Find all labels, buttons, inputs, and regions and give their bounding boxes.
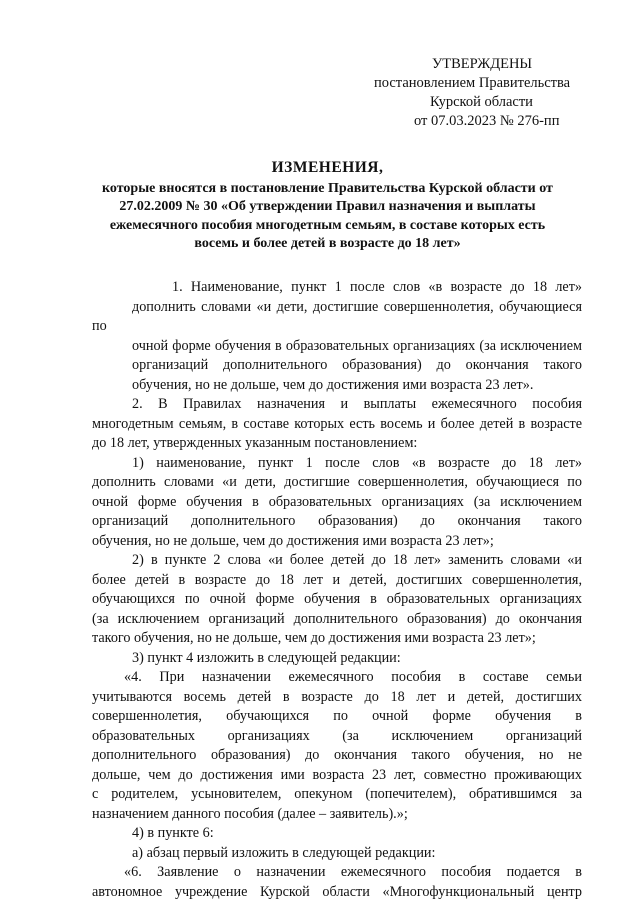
text-line: очной форме обучения в образовательных организациях (за исключением [132,337,582,354]
text-line: учитываются восемь детей в возрасте до 18 лет и детей, достигших [92,688,582,705]
text-line: организаций дополнительного образования) до окончания такого [132,357,582,373]
text-line: до 18 лет, утвержденных указанным постановлением: [92,435,418,451]
text-line: совершеннолетия, обучающихся по очной форме обучения в [92,708,582,724]
paragraph-quote-6 [92,863,582,902]
paragraph-2-4 [92,824,582,844]
approval-line-1: УТВЕРЖДЕНЫ [432,56,533,72]
text-line: «6. Заявление о назначении ежемесячного пособия подается в [124,864,582,880]
text-line: обучения, но не дольше, чем до достижения ими возраста 23 лет». [132,376,534,393]
text-line: дополнить словами «и дети, достигшие совершеннолетия, обучающиеся по [92,298,582,334]
document-title [80,159,575,254]
text-line: организаций дополнительного образования) до окончания такого [92,513,582,529]
text-line: такого обучения, но не дольше, чем до достижения ими возраста 23 лет»; [92,630,536,646]
text-line: 4) в пункте 6: [132,825,214,841]
text-line: назначением данного пособия (далее – заявитель).»; [92,805,408,822]
paragraph-2-1 [92,454,582,552]
text-line: обучения, но не дольше, чем до достижения ими возраста 23 лет»; [92,532,494,549]
title-main: ИЗМЕНЕНИЯ, [271,159,384,176]
paragraph-2-4-a [92,844,582,864]
text-line: обучающихся по очной форме обучения в образовательных организациях [92,591,582,607]
document-body [92,278,582,902]
text-line: многодетным семьям, в составе которых есть восемь и более детей в возрасте [92,415,582,432]
text-line: «4. При назначении ежемесячного пособия в составе семьи [124,669,582,685]
text-line: 1) наименование, пункт 1 после слов «в возрасте до 18 лет» [132,454,582,471]
paragraph-1 [92,278,582,395]
text-line: (за исключением организаций дополнительного образования) до окончания [92,610,582,627]
title-line: ежемесячного пособия многодетным семьям, в составе которых есть [109,217,546,233]
paragraph-quote-4 [92,668,582,824]
text-line: образовательных организациях (за исключением организаций [92,727,582,744]
title-line: которые вносятся в постановление Правительства Курской области от [102,180,553,196]
text-line: очной форме обучения в образовательных организациях (за исключением [92,493,582,510]
paragraph-2-2 [92,551,582,649]
paragraph-2 [92,395,582,454]
text-line: 2) в пункте 2 слова «и более детей до 18 лет» заменить словами «и [132,552,582,568]
text-line: автономное учреждение Курской области «Многофункциональный центр [92,883,582,900]
text-line: 2. В Правилах назначения и выплаты ежемесячного пособия [132,396,582,412]
text-line: дополнительного образования) до окончания такого обучения, но не [92,747,582,763]
text-line: дольше, чем до достижения ими возраста 23 лет, совместно проживающих [92,766,582,783]
text-line: 1. Наименование, пункт 1 после слов «в возрасте до 18 лет» [172,279,582,295]
paragraph-2-3 [92,649,582,669]
text-line: с родителем, усыновителем, опекуном (попечителем), обратившимся за [92,786,582,802]
text-line: 3) пункт 4 изложить в следующей редакции: [132,649,401,666]
approval-line-3: Курской области [430,94,533,110]
approval-line-4: от 07.03.2023 № 276-пп [414,113,560,129]
approval-stamp [350,55,600,131]
text-line: а) абзац первый изложить в следующей редакции: [132,844,436,861]
title-line: восемь и более детей в возрасте до 18 лет» [194,236,461,251]
approval-line-2: постановлением Правительства [374,75,571,91]
text-line: дополнить словами «и дети, достигшие совершеннолетия, обучающиеся по [92,474,582,490]
text-line: более детей в возрасте до 18 лет и детей, достигших совершеннолетия, [92,571,582,588]
title-line: 27.02.2009 № 30 «Об утверждении Правил назначения и выплаты [119,199,536,214]
